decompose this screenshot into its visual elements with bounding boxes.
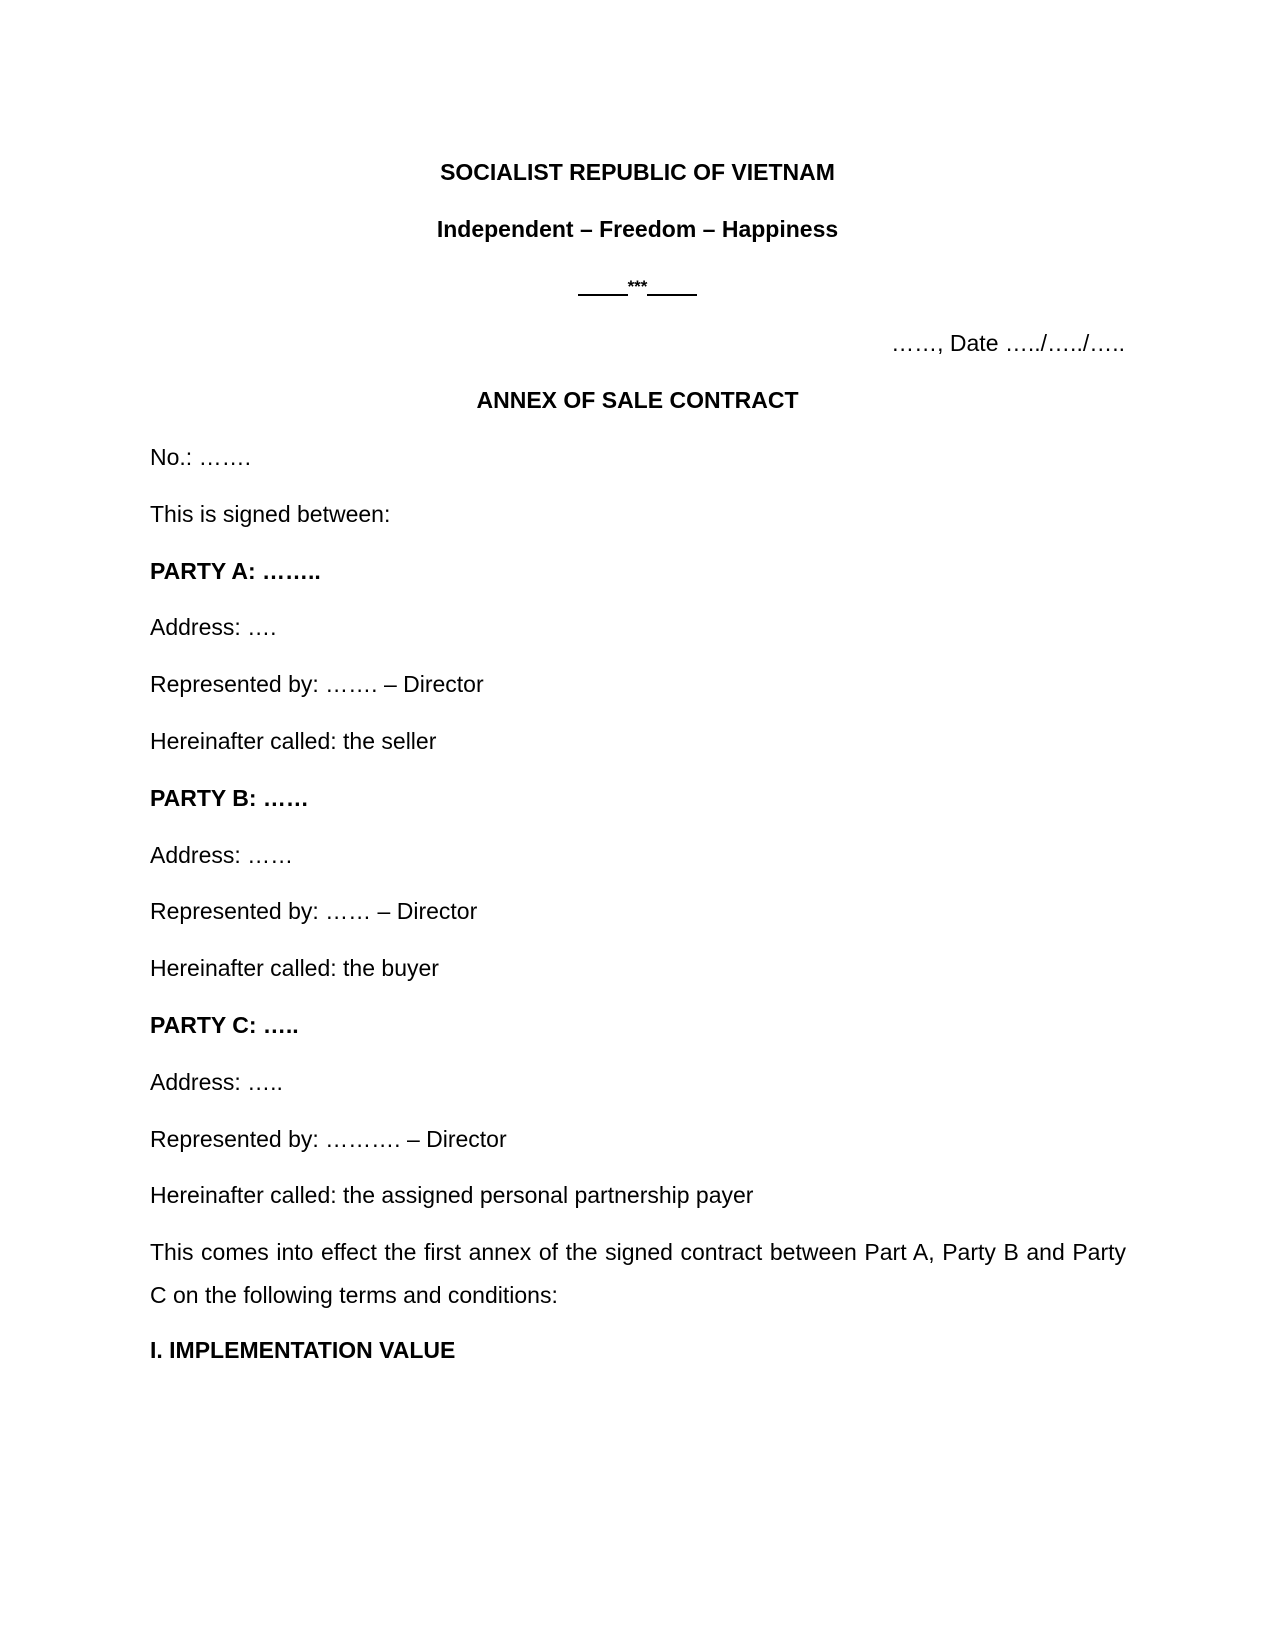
section-heading: I. IMPLEMENTATION VALUE — [150, 1337, 456, 1363]
party-c-address: Address: ….. — [150, 1069, 283, 1095]
party-b-heading: PARTY B: …… — [150, 785, 309, 811]
document-number: No.: ……. — [150, 444, 251, 470]
party-c-heading: PARTY C: ….. — [150, 1012, 299, 1038]
intro-text: This is signed between: — [150, 501, 391, 527]
party-a-heading: PARTY A: …….. — [150, 558, 321, 584]
party-c-representative: Represented by: ………. – Director — [150, 1126, 507, 1152]
party-b-address: Address: …… — [150, 842, 294, 868]
party-a-representative: Represented by: ……. – Director — [150, 671, 484, 697]
header-divider — [0, 270, 1275, 301]
closing-paragraph: This comes into effect the first annex of the signed contract between Part A, Party B and Party C on the following terms and conditions: — [150, 1239, 1126, 1308]
party-b-representative: Represented by: …… – Director — [150, 898, 478, 924]
country-heading: SOCIALIST REPUBLIC OF VIETNAM — [440, 159, 835, 185]
party-c-role: Hereinafter called: the assigned personal partnership payer — [150, 1182, 754, 1208]
document-title: ANNEX OF SALE CONTRACT — [476, 387, 799, 413]
national-motto: Independent – Freedom – Happiness — [436, 216, 839, 242]
party-a-address: Address: …. — [150, 614, 277, 640]
divider-stars: *** — [627, 277, 648, 296]
party-a-role: Hereinafter called: the seller — [150, 728, 437, 754]
date-line: ……, Date …../…../….. — [891, 330, 1125, 356]
party-b-role: Hereinafter called: the buyer — [150, 955, 439, 981]
